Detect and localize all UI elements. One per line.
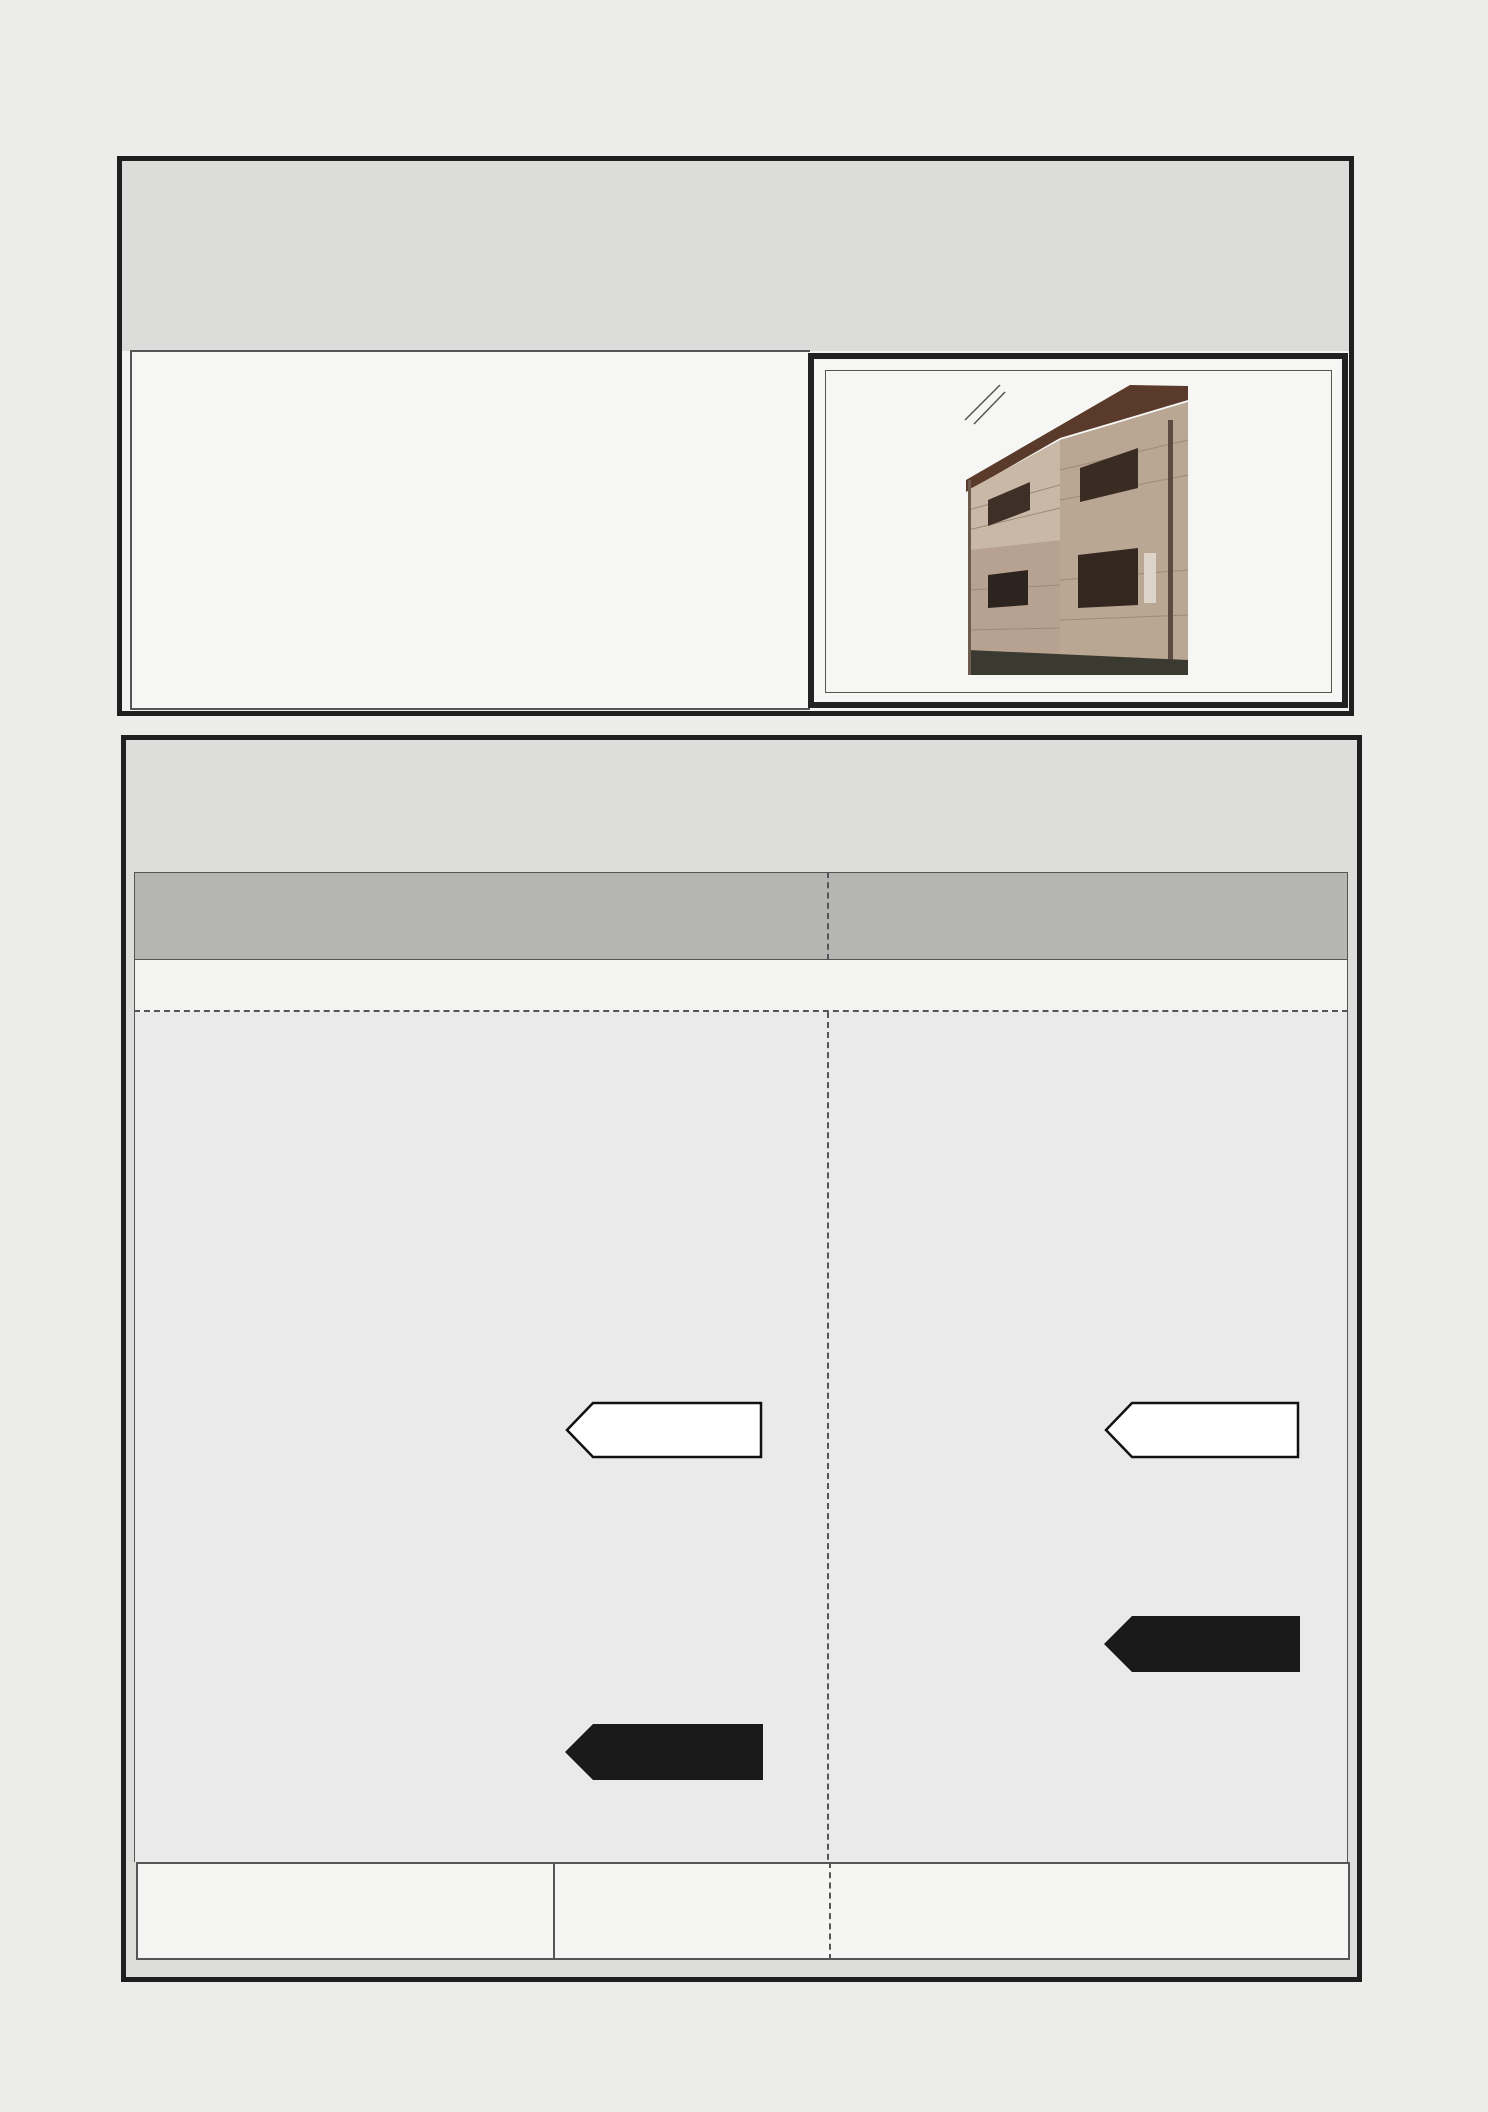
- totals-divider: [553, 1862, 555, 1960]
- reference-marker-left: [565, 1401, 763, 1459]
- chart-divider: [827, 1012, 829, 1960]
- units-row: [134, 960, 1348, 1012]
- building-photo: [960, 380, 1200, 680]
- building-value-marker-left: [565, 1724, 763, 1780]
- column-divider: [827, 872, 829, 960]
- totals-column-divider: [829, 1862, 831, 1960]
- column-header: [134, 872, 1348, 960]
- header-band: [122, 161, 1349, 351]
- reference-marker-right: [1104, 1401, 1300, 1459]
- building-value-marker-right: [1104, 1616, 1300, 1672]
- building-info-box: [130, 350, 810, 710]
- units-divider: [134, 1010, 1348, 1012]
- totals-row: [136, 1862, 1350, 1960]
